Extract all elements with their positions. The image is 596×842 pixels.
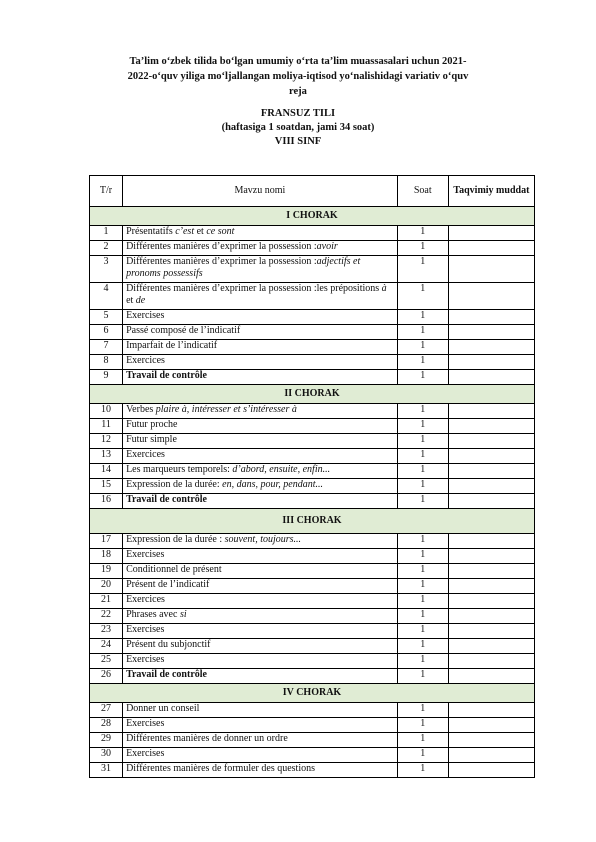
row-number: 5 — [90, 310, 123, 325]
row-date — [448, 355, 534, 370]
row-number: 19 — [90, 564, 123, 579]
table-row — [90, 703, 535, 718]
row-hours: 1 — [397, 404, 448, 419]
table-row — [90, 748, 535, 763]
table-row — [90, 564, 535, 579]
row-number: 14 — [90, 464, 123, 479]
topic-text: Exercises — [126, 624, 165, 635]
table-row — [90, 479, 535, 494]
row-topic — [123, 624, 398, 639]
row-number: 15 — [90, 479, 123, 494]
row-topic — [123, 748, 398, 763]
row-date — [448, 434, 534, 449]
row-date — [448, 549, 534, 564]
table-row — [90, 654, 535, 669]
subject-hours: (haftasiga 1 soatdan, jami 34 soat) — [221, 122, 375, 133]
row-topic — [123, 241, 398, 256]
row-topic — [123, 733, 398, 748]
topic-text: Différentes manières de formuler des questions — [126, 763, 315, 774]
row-date — [448, 609, 534, 624]
table-row — [90, 310, 535, 325]
table-row — [90, 340, 535, 355]
topic-text: Différentes manières de donner un ordre — [126, 733, 288, 744]
row-topic — [123, 669, 398, 684]
topic-text: Futur proche — [126, 419, 178, 430]
row-number: 1 — [90, 226, 123, 241]
table-row — [90, 549, 535, 564]
row-number: 30 — [90, 748, 123, 763]
header-date — [448, 176, 534, 207]
quarter-label: III CHORAK — [90, 509, 535, 534]
quarter-label: IV CHORAK — [90, 684, 535, 703]
row-date — [448, 579, 534, 594]
topic-text: Exercises — [126, 549, 165, 560]
document-title — [0, 54, 596, 99]
row-hours: 1 — [397, 654, 448, 669]
header-topic: Mavzu nomi — [123, 176, 398, 207]
row-hours: 1 — [397, 564, 448, 579]
topic-text: Passé composé de l’indicatif — [126, 325, 241, 336]
table-row — [90, 594, 535, 609]
row-topic — [123, 355, 398, 370]
topic-text: Futur simple — [126, 434, 177, 445]
table-row — [90, 718, 535, 733]
row-number: 16 — [90, 494, 123, 509]
topic-text: Présentatifs — [126, 226, 176, 237]
row-hours: 1 — [397, 748, 448, 763]
curriculum-table — [89, 175, 535, 778]
table-row — [90, 494, 535, 509]
table-row — [90, 226, 535, 241]
topic-italic: souvent, toujours... — [224, 534, 302, 545]
row-number: 4 — [90, 283, 123, 310]
title-line-2: 2022-o‘quv yiliga mo‘ljallangan moliya-iqtisod yo‘nalishidagi variativ o‘quv — [127, 71, 469, 82]
quarter-header-row — [90, 509, 535, 534]
row-topic — [123, 703, 398, 718]
table-row — [90, 733, 535, 748]
topic-text: Verbes — [126, 404, 156, 415]
row-date — [448, 310, 534, 325]
row-hours: 1 — [397, 763, 448, 778]
topic-text: Expression de la durée : — [126, 534, 225, 545]
row-hours: 1 — [397, 241, 448, 256]
row-date — [448, 718, 534, 733]
row-topic — [123, 579, 398, 594]
topic-bold: Travail de contrôle — [126, 669, 207, 680]
row-topic — [123, 494, 398, 509]
row-date — [448, 419, 534, 434]
row-date — [448, 283, 534, 310]
row-date — [448, 669, 534, 684]
title-line-1: Ta’lim o‘zbek tilida bo‘lgan umumiy o‘rta ta’lim muassasalari uchun 2021- — [129, 56, 467, 67]
topic-text: Conditionnel de présent — [126, 564, 222, 575]
table-row — [90, 241, 535, 256]
topic-italic: adjectifs et pronoms possessifs — [126, 256, 361, 279]
table-row — [90, 669, 535, 684]
quarter-label: II CHORAK — [90, 385, 535, 404]
row-hours: 1 — [397, 256, 448, 283]
row-date — [448, 639, 534, 654]
row-hours: 1 — [397, 226, 448, 241]
row-date — [448, 564, 534, 579]
row-date — [448, 733, 534, 748]
row-date — [448, 494, 534, 509]
table-row — [90, 419, 535, 434]
row-number: 3 — [90, 256, 123, 283]
row-hours: 1 — [397, 639, 448, 654]
row-date — [448, 624, 534, 639]
row-hours: 1 — [397, 669, 448, 684]
topic-text: Différentes manières d’exprimer la possession : — [126, 256, 317, 267]
row-date — [448, 748, 534, 763]
row-topic — [123, 283, 398, 310]
row-date — [448, 256, 534, 283]
row-topic — [123, 549, 398, 564]
row-hours: 1 — [397, 624, 448, 639]
row-date — [448, 370, 534, 385]
row-number: 11 — [90, 419, 123, 434]
row-number: 31 — [90, 763, 123, 778]
row-number: 8 — [90, 355, 123, 370]
row-hours: 1 — [397, 718, 448, 733]
topic-italic: ce sont — [206, 226, 235, 237]
row-hours: 1 — [397, 419, 448, 434]
row-hours: 1 — [397, 549, 448, 564]
topic-text: Donner un conseil — [126, 703, 200, 714]
row-topic — [123, 654, 398, 669]
row-topic — [123, 419, 398, 434]
row-number: 12 — [90, 434, 123, 449]
row-topic — [123, 609, 398, 624]
row-hours: 1 — [397, 733, 448, 748]
row-hours: 1 — [397, 594, 448, 609]
topic-italic: de — [135, 295, 146, 306]
quarter-header-row — [90, 207, 535, 226]
row-date — [448, 464, 534, 479]
row-date — [448, 226, 534, 241]
table-header-row — [90, 176, 535, 207]
table-row — [90, 434, 535, 449]
subject-heading — [0, 107, 596, 149]
topic-text: Présent de l’indicatif — [126, 579, 210, 590]
row-topic — [123, 449, 398, 464]
row-number: 22 — [90, 609, 123, 624]
row-topic — [123, 404, 398, 419]
row-hours: 1 — [397, 370, 448, 385]
row-number: 21 — [90, 594, 123, 609]
table-row — [90, 256, 535, 283]
row-topic — [123, 479, 398, 494]
row-hours: 1 — [397, 449, 448, 464]
table-row — [90, 370, 535, 385]
header-hours: Soat — [397, 176, 448, 207]
row-topic — [123, 534, 398, 549]
header-number: T/r — [90, 176, 123, 207]
row-number: 25 — [90, 654, 123, 669]
topic-italic: d’abord, ensuite, enfin... — [232, 464, 331, 475]
topic-italic: si — [179, 609, 187, 620]
subject-name: FRANSUZ TILI — [260, 108, 336, 119]
row-topic — [123, 464, 398, 479]
row-date — [448, 325, 534, 340]
row-topic — [123, 340, 398, 355]
topic-text: Exercises — [126, 748, 165, 759]
row-hours: 1 — [397, 434, 448, 449]
table-row — [90, 404, 535, 419]
table-row — [90, 579, 535, 594]
row-number: 26 — [90, 669, 123, 684]
topic-text: Imparfait de l’indicatif — [126, 340, 218, 351]
quarter-header-row — [90, 684, 535, 703]
table-row — [90, 464, 535, 479]
topic-text: Différentes manières d’exprimer la possession :les prépositions — [126, 283, 382, 294]
row-number: 18 — [90, 549, 123, 564]
topic-bold: Travail de contrôle — [126, 494, 207, 505]
row-topic — [123, 226, 398, 241]
topic-italic: en, dans, pour, pendant... — [222, 479, 323, 490]
topic-italic: c’est — [175, 226, 195, 237]
row-number: 28 — [90, 718, 123, 733]
topic-text: et — [126, 295, 136, 306]
row-number: 17 — [90, 534, 123, 549]
row-topic — [123, 639, 398, 654]
quarter-label: I CHORAK — [90, 207, 535, 226]
row-number: 24 — [90, 639, 123, 654]
topic-italic: à — [381, 283, 387, 294]
topic-text: Présent du subjonctif — [126, 639, 211, 650]
topic-text: Exercises — [126, 654, 165, 665]
row-topic — [123, 256, 398, 283]
row-date — [448, 340, 534, 355]
row-number: 2 — [90, 241, 123, 256]
title-line-3: reja — [289, 86, 307, 97]
row-date — [448, 594, 534, 609]
subject-grade: VIII SINF — [274, 136, 322, 147]
row-hours: 1 — [397, 464, 448, 479]
row-topic — [123, 325, 398, 340]
row-hours: 1 — [397, 609, 448, 624]
table-body — [90, 207, 535, 778]
row-date — [448, 703, 534, 718]
topic-text: et — [194, 226, 207, 237]
row-hours: 1 — [397, 703, 448, 718]
row-topic — [123, 763, 398, 778]
table-row — [90, 534, 535, 549]
row-number: 23 — [90, 624, 123, 639]
row-hours: 1 — [397, 494, 448, 509]
topic-text: Exercices — [126, 355, 165, 366]
topic-text: Différentes manières d’exprimer la possession : — [126, 241, 317, 252]
row-date — [448, 654, 534, 669]
table-row — [90, 624, 535, 639]
row-hours: 1 — [397, 579, 448, 594]
topic-text: Exercises — [126, 718, 165, 729]
table-row — [90, 609, 535, 624]
row-hours: 1 — [397, 310, 448, 325]
table-row — [90, 283, 535, 310]
row-number: 29 — [90, 733, 123, 748]
row-topic — [123, 564, 398, 579]
row-number: 10 — [90, 404, 123, 419]
row-number: 9 — [90, 370, 123, 385]
row-hours: 1 — [397, 283, 448, 310]
row-date — [448, 534, 534, 549]
row-hours: 1 — [397, 479, 448, 494]
table-row — [90, 355, 535, 370]
row-date — [448, 479, 534, 494]
row-date — [448, 241, 534, 256]
row-number: 7 — [90, 340, 123, 355]
row-number: 20 — [90, 579, 123, 594]
quarter-header-row — [90, 385, 535, 404]
table-row — [90, 639, 535, 654]
row-number: 13 — [90, 449, 123, 464]
row-topic — [123, 310, 398, 325]
row-hours: 1 — [397, 355, 448, 370]
row-date — [448, 404, 534, 419]
topic-italic: plaire à, intéresser et s’intéresser à — [155, 404, 297, 415]
row-topic — [123, 370, 398, 385]
topic-text: Exercices — [126, 449, 165, 460]
row-date — [448, 449, 534, 464]
row-hours: 1 — [397, 340, 448, 355]
row-topic — [123, 594, 398, 609]
topic-text: Phrases avec — [126, 609, 180, 620]
row-topic — [123, 718, 398, 733]
topic-italic: avoir — [316, 241, 338, 252]
row-number: 6 — [90, 325, 123, 340]
topic-text: Exercices — [126, 594, 165, 605]
topic-text: Les marqueurs temporels: — [126, 464, 233, 475]
row-date — [448, 763, 534, 778]
topic-text: Expression de la durée: — [126, 479, 223, 490]
row-topic — [123, 434, 398, 449]
topic-bold: Travail de contrôle — [126, 370, 207, 381]
topic-text: Exercises — [126, 310, 165, 321]
table-row — [90, 325, 535, 340]
table-row — [90, 763, 535, 778]
row-hours: 1 — [397, 325, 448, 340]
row-hours: 1 — [397, 534, 448, 549]
table-row — [90, 449, 535, 464]
row-number: 27 — [90, 703, 123, 718]
header-date-label: Taqvimiy muddat — [453, 185, 530, 196]
